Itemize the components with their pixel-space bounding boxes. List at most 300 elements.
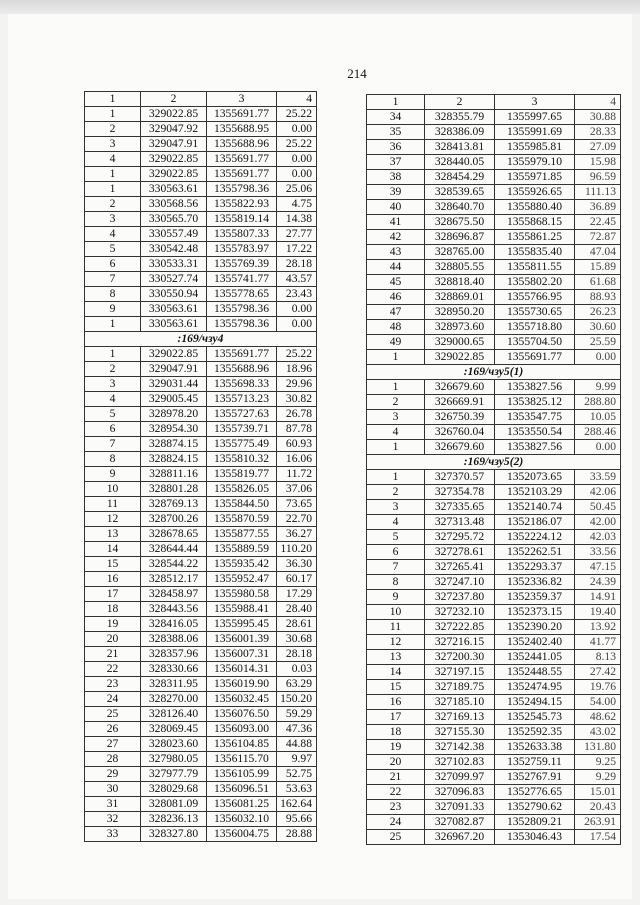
table-cell: 3 [85,377,141,392]
table-row [85,812,317,827]
table-cell: 1352293.37 [495,560,575,575]
table-cell: 328069.45 [141,722,207,737]
table-cell: 1352359.37 [495,590,575,605]
table-row [85,482,317,497]
table-cell: 1353827.56 [495,380,575,395]
table-cell: 1356105.99 [207,767,277,782]
table-cell: 41 [367,215,425,230]
table-cell: 327237.80 [425,590,495,605]
table-cell: 36.30 [277,557,317,572]
table-cell: 35 [367,125,425,140]
table-row [85,422,317,437]
table-cell: 1356007.31 [207,647,277,662]
table-row [85,452,317,467]
table-cell: 328954.30 [141,422,207,437]
table-cell: 1355698.33 [207,377,277,392]
table-cell: 1355704.50 [495,335,575,350]
scan-top-band [0,0,640,14]
table-cell: 328644.44 [141,542,207,557]
column-header: 4 [277,92,317,107]
table-cell: 1 [367,440,425,455]
table-cell: 1355997.65 [495,110,575,125]
table-row [85,587,317,602]
table-cell: 9 [85,302,141,317]
table-row [85,182,317,197]
table-cell: 1356032.10 [207,812,277,827]
table-row [85,152,317,167]
table-cell: 0.00 [277,317,317,332]
table-cell: 326669.91 [425,395,495,410]
table-cell: 17.29 [277,587,317,602]
table-row [85,692,317,707]
table-cell: 131.80 [575,740,621,755]
table-cell: 327354.78 [425,485,495,500]
table-cell: 2 [85,197,141,212]
table-row [85,527,317,542]
table-cell: 15.98 [575,155,621,170]
table-cell: 1355691.77 [207,347,277,362]
table-cell: 1355730.65 [495,305,575,320]
table-cell: 1356081.25 [207,797,277,812]
table-cell: 328330.66 [141,662,207,677]
table-cell: 327082.87 [425,815,495,830]
table-cell: 1356032.45 [207,692,277,707]
table-cell: 0.03 [277,662,317,677]
table-cell: 25.22 [277,107,317,122]
table-cell: 328440.05 [425,155,495,170]
table-cell: 326967.20 [425,830,495,845]
table-cell: 1356004.75 [207,827,277,842]
table-cell: 0.00 [277,167,317,182]
table-cell: 23.43 [277,287,317,302]
table-row [85,122,317,137]
table-row [367,575,621,590]
table-cell: 330533.31 [141,257,207,272]
table-cell: 9.29 [575,770,621,785]
table-cell: 329047.92 [141,122,207,137]
table-cell: 329047.91 [141,362,207,377]
table-row [367,545,621,560]
table-cell: 17 [85,587,141,602]
table-cell: 3 [85,137,141,152]
column-header: 1 [85,92,141,107]
coordinates-table-left [84,91,317,842]
table-cell: 329022.85 [141,347,207,362]
table-cell: 28.18 [277,647,317,662]
table-cell: 1 [85,182,141,197]
table-cell: 96.59 [575,170,621,185]
table-cell: 15 [367,680,425,695]
table-cell: 328765.00 [425,245,495,260]
table-cell: 30.60 [575,320,621,335]
table-cell: 1355807.33 [207,227,277,242]
table-cell: 327278.61 [425,545,495,560]
table-cell: 1352633.38 [495,740,575,755]
table-cell: 50.45 [575,500,621,515]
table-cell: 24 [367,815,425,830]
table-row [367,215,621,230]
table-cell: 329031.44 [141,377,207,392]
table-row [85,662,317,677]
table-cell: 15 [85,557,141,572]
table-row [85,752,317,767]
table-cell: 25 [367,830,425,845]
table-cell: 327977.79 [141,767,207,782]
table-cell: 12 [367,635,425,650]
section-row [367,365,621,380]
table-cell: 28.33 [575,125,621,140]
table-cell: 1353825.12 [495,395,575,410]
table-row [367,305,621,320]
table-cell: 24.39 [575,575,621,590]
table-cell: 1355691.77 [207,167,277,182]
table-cell: 1355980.58 [207,587,277,602]
section-heading: :169/чзу5(2) [367,455,621,470]
header-row [367,95,621,110]
table-cell: 328236.13 [141,812,207,827]
table-cell: 0.00 [277,122,317,137]
table-cell: 1355811.55 [495,260,575,275]
table-row [85,167,317,182]
table-cell: 8 [85,287,141,302]
table-cell: 1352790.62 [495,800,575,815]
table-cell: 328811.16 [141,467,207,482]
table-cell: 1355775.49 [207,437,277,452]
table-row [367,260,621,275]
table-row [85,377,317,392]
table-cell: 30.88 [575,110,621,125]
table-cell: 330542.48 [141,242,207,257]
table-cell: 3 [85,212,141,227]
table-cell: 47.15 [575,560,621,575]
table-cell: 19.40 [575,605,621,620]
table-cell: 1353046.43 [495,830,575,845]
table-cell: 33 [85,827,141,842]
table-cell: 330568.56 [141,197,207,212]
table-row [85,497,317,512]
table-cell: 95.66 [277,812,317,827]
table-cell: 21 [367,770,425,785]
table-cell: 326750.39 [425,410,495,425]
table-cell: 26.23 [575,305,621,320]
table-cell: 42.03 [575,530,621,545]
table-cell: 2 [367,395,425,410]
table-cell: 1355870.59 [207,512,277,527]
table-cell: 1352103.29 [495,485,575,500]
table-cell: 1 [367,350,425,365]
table-row [85,287,317,302]
table-cell: 17 [367,710,425,725]
table-cell: 61.68 [575,275,621,290]
column-header: 2 [425,95,495,110]
table-cell: 330565.70 [141,212,207,227]
table-cell: 13 [367,650,425,665]
column-header: 3 [207,92,277,107]
table-cell: 328413.81 [425,140,495,155]
table-row [85,437,317,452]
table-cell: 328874.15 [141,437,207,452]
table-cell: 22.45 [575,215,621,230]
table-cell: 5 [85,407,141,422]
table-cell: 1 [367,380,425,395]
table-cell: 1352402.40 [495,635,575,650]
table-cell: 3 [367,500,425,515]
table-cell: 37 [367,155,425,170]
table-cell: 25.22 [277,137,317,152]
table-row [85,467,317,482]
table-cell: 327335.65 [425,500,495,515]
table-row [85,602,317,617]
table-cell: 328640.70 [425,200,495,215]
table-cell: 43 [367,245,425,260]
table-cell: 1352441.05 [495,650,575,665]
table-cell: 28 [85,752,141,767]
table-cell: 1353547.75 [495,410,575,425]
table-row [367,245,621,260]
table-cell: 30.68 [277,632,317,647]
table-cell: 1353827.56 [495,440,575,455]
table-cell: 329022.85 [141,152,207,167]
table-cell: 328678.65 [141,527,207,542]
table-cell: 44.88 [277,737,317,752]
table-row [367,800,621,815]
table-cell: 9 [367,590,425,605]
table-cell: 1355810.32 [207,452,277,467]
table-row [85,557,317,572]
table-cell: 328769.13 [141,497,207,512]
table-row [85,827,317,842]
table-cell: 1352373.15 [495,605,575,620]
table-cell: 1355889.59 [207,542,277,557]
table-cell: 45 [367,275,425,290]
table-cell: 328700.26 [141,512,207,527]
table-cell: 48.62 [575,710,621,725]
table-cell: 330527.74 [141,272,207,287]
table-cell: 60.93 [277,437,317,452]
table-cell: 328978.20 [141,407,207,422]
table-cell: 1353550.54 [495,425,575,440]
table-cell: 6 [85,257,141,272]
table-cell: 20 [367,755,425,770]
table-cell: 327189.75 [425,680,495,695]
table-cell: 20.43 [575,800,621,815]
table-cell: 1352262.51 [495,545,575,560]
document-page [8,14,632,899]
section-row [85,332,317,347]
table-cell: 327980.05 [141,752,207,767]
column-header: 3 [495,95,575,110]
table-cell: 1355988.41 [207,602,277,617]
table-row [367,140,621,155]
table-cell: 36.27 [277,527,317,542]
table-cell: 1352224.12 [495,530,575,545]
table-cell: 1352073.65 [495,470,575,485]
table-cell: 25.22 [277,347,317,362]
table-cell: 328126.40 [141,707,207,722]
table-cell: 328311.95 [141,677,207,692]
table-row [85,392,317,407]
column-header: 4 [575,95,621,110]
table-row [367,395,621,410]
table-cell: 1356093.00 [207,722,277,737]
table-cell: 72.87 [575,230,621,245]
table-cell: 20 [85,632,141,647]
table-row [367,110,621,125]
table-cell: 4 [367,425,425,440]
table-cell: 13 [85,527,141,542]
table-row [85,227,317,242]
table-cell: 25 [85,707,141,722]
table-cell: 1 [367,470,425,485]
table-cell: 29.96 [277,377,317,392]
table-cell: 1355826.05 [207,482,277,497]
table-row [85,797,317,812]
table-cell: 54.00 [575,695,621,710]
table-cell: 7 [85,272,141,287]
table-row [367,350,621,365]
table-cell: 1355822.93 [207,197,277,212]
table-row [367,185,621,200]
table-cell: 1355979.10 [495,155,575,170]
table-cell: 60.17 [277,572,317,587]
table-cell: 329022.85 [141,167,207,182]
table-cell: 1352494.15 [495,695,575,710]
table-row [85,347,317,362]
table-cell: 36 [367,140,425,155]
table-cell: 1 [85,317,141,332]
table-cell: 329022.85 [425,350,495,365]
table-row [367,605,621,620]
table-cell: 22 [367,785,425,800]
table-cell: 49 [367,335,425,350]
table-cell: 14 [367,665,425,680]
table-row [85,242,317,257]
table-cell: 328696.87 [425,230,495,245]
table-cell: 1355935.42 [207,557,277,572]
table-cell: 327313.48 [425,515,495,530]
table-row [367,635,621,650]
table-cell: 328801.28 [141,482,207,497]
table-cell: 63.29 [277,677,317,692]
table-row [367,710,621,725]
table-cell: 327185.10 [425,695,495,710]
table-cell: 4 [367,515,425,530]
table-cell: 329000.65 [425,335,495,350]
table-cell: 4.75 [277,197,317,212]
table-cell: 328544.22 [141,557,207,572]
table-cell: 9.99 [575,380,621,395]
table-cell: 1355802.20 [495,275,575,290]
table-cell: 327247.10 [425,575,495,590]
table-cell: 1355688.95 [207,122,277,137]
table-cell: 30 [85,782,141,797]
table-cell: 1355861.25 [495,230,575,245]
table-cell: 327099.97 [425,770,495,785]
table-cell: 33.56 [575,545,621,560]
table-cell: 1355713.23 [207,392,277,407]
table-cell: 27 [85,737,141,752]
table-row [367,530,621,545]
table-cell: 110.20 [277,542,317,557]
table-cell: 111.13 [575,185,621,200]
table-cell: 327216.15 [425,635,495,650]
table-cell: 28.61 [277,617,317,632]
table-cell: 42 [367,230,425,245]
table-row [85,212,317,227]
table-cell: 0.00 [277,152,317,167]
table-cell: 327102.83 [425,755,495,770]
table-cell: 1355688.96 [207,362,277,377]
table-cell: 59.29 [277,707,317,722]
table-cell: 328357.96 [141,647,207,662]
table-cell: 1355798.36 [207,302,277,317]
table-cell: 14.38 [277,212,317,227]
table-cell: 326679.60 [425,380,495,395]
table-row [85,317,317,332]
table-row [367,125,621,140]
table-cell: 330557.49 [141,227,207,242]
table-cell: 87.78 [277,422,317,437]
table-row [85,677,317,692]
table-cell: 40 [367,200,425,215]
table-cell: 328512.17 [141,572,207,587]
table-cell: 328675.50 [425,215,495,230]
table-cell: 1352448.55 [495,665,575,680]
table-cell: 327200.30 [425,650,495,665]
table-cell: 1355688.96 [207,137,277,152]
table-cell: 327222.85 [425,620,495,635]
table-row [85,512,317,527]
table-cell: 48 [367,320,425,335]
table-cell: 1 [85,347,141,362]
table-cell: 328818.40 [425,275,495,290]
table-cell: 329022.85 [141,107,207,122]
table-cell: 24 [85,692,141,707]
table-cell: 37.06 [277,482,317,497]
table-row [367,380,621,395]
table-cell: 30.82 [277,392,317,407]
table-cell: 73.65 [277,497,317,512]
table-row [367,680,621,695]
table-cell: 330550.94 [141,287,207,302]
table-cell: 288.80 [575,395,621,410]
table-cell: 8 [85,452,141,467]
table-cell: 47.04 [575,245,621,260]
table-row [367,170,621,185]
table-cell: 14 [85,542,141,557]
table-cell: 326679.60 [425,440,495,455]
table-cell: 1355835.40 [495,245,575,260]
table-row [85,302,317,317]
table-cell: 1355798.36 [207,317,277,332]
table-cell: 42.06 [575,485,621,500]
table-row [367,560,621,575]
table-cell: 328443.56 [141,602,207,617]
table-cell: 327155.30 [425,725,495,740]
table-cell: 15.89 [575,260,621,275]
table-cell: 27.77 [277,227,317,242]
table-row [85,767,317,782]
table-cell: 0.00 [575,440,621,455]
table-cell: 18 [85,602,141,617]
table-cell: 328539.65 [425,185,495,200]
table-cell: 330563.61 [141,302,207,317]
table-cell: 2 [85,362,141,377]
table-cell: 4 [85,227,141,242]
table-cell: 6 [85,422,141,437]
table-cell: 28.88 [277,827,317,842]
table-row [367,725,621,740]
